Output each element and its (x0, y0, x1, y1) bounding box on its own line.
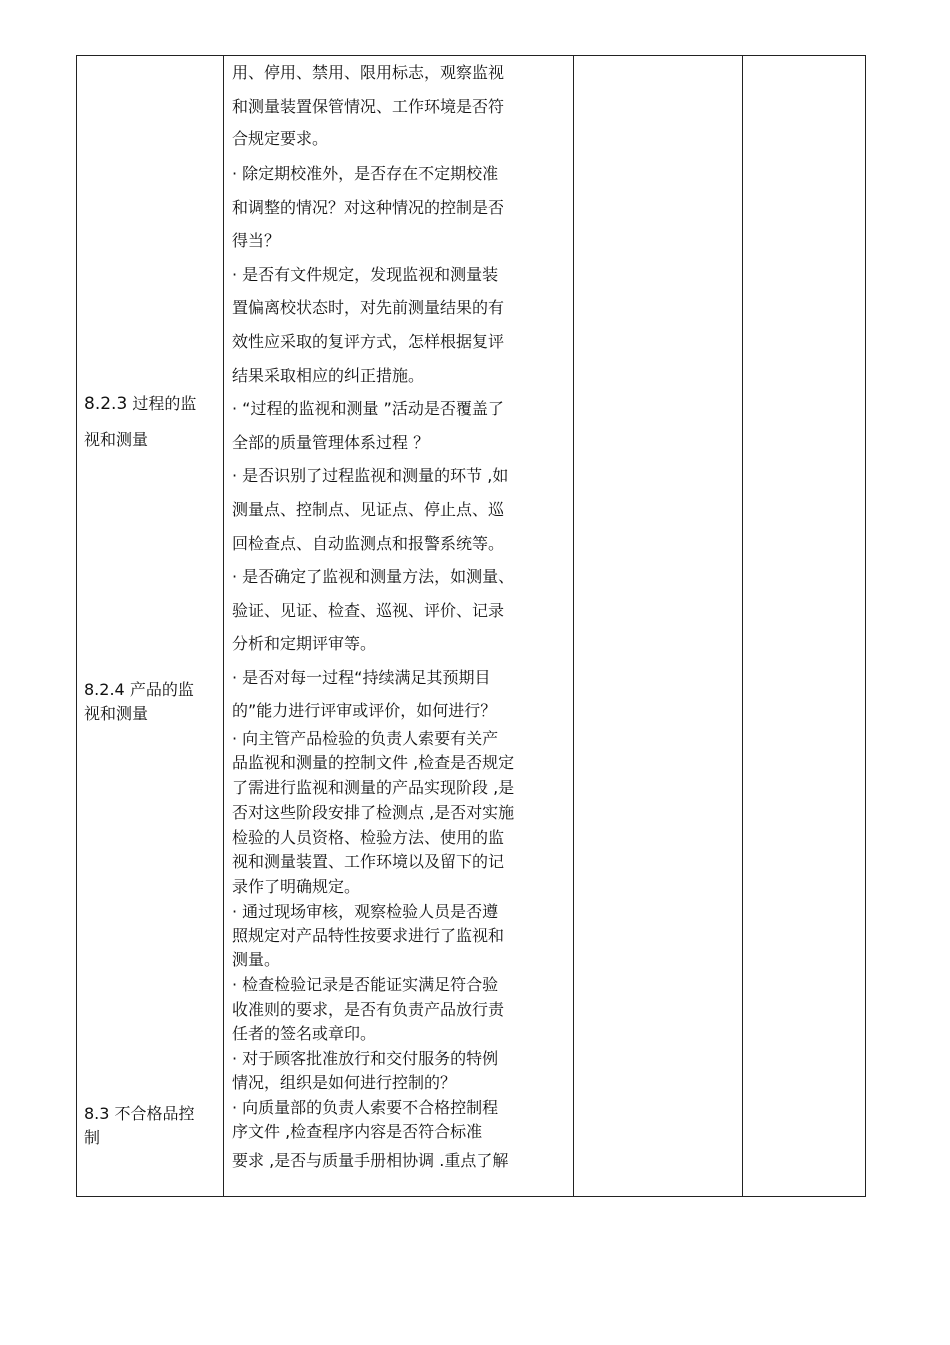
content-line: 合规定要求。 (232, 129, 329, 148)
content-line: · 是否识别了过程监视和测量的环节 ,如 (232, 466, 509, 485)
content-line: 测量。 (232, 950, 281, 969)
content-line: 要求 ,是否与质量手册相协调 .重点了解 (232, 1151, 509, 1170)
clause-8-2-4-title: 产品的监 (129, 680, 194, 699)
content-line: 得当？ (232, 231, 281, 250)
content-line: · 除定期校准外，是否存在不定期校准 (232, 164, 499, 183)
content-line: 和调整的情况？对这种情况的控制是否 (232, 198, 505, 217)
content-line: 视和测量装置、工作环境以及留下的记 (232, 852, 505, 871)
content-line: · 对于顾客批准放行和交付服务的特例 (232, 1049, 499, 1068)
content-line: 照规定对产品特性按要求进行了监视和 (232, 926, 505, 945)
content-line: 置偏离校状态时，对先前测量结果的有 (232, 298, 505, 317)
content-line: 测量点、控制点、见证点、停止点、巡 (232, 500, 505, 519)
content-line: 否对这些阶段安排了检测点 ,是否对实施 (232, 803, 515, 822)
content-line: 收准则的要求，是否有负责产品放行责 (232, 1000, 505, 1019)
clause-8-2-3-number: 8.2.3 (84, 394, 128, 414)
content-line: 全部的质量管理体系过程 ？ (232, 433, 430, 452)
content-line: 任者的签名或章印。 (232, 1024, 377, 1043)
audit-checklist-table (76, 55, 866, 1197)
clause-8-3-title: 不合格品控 (114, 1104, 195, 1123)
clause-8-2-4-line1 (84, 680, 194, 700)
content-line: · 是否确定了监视和测量方法，如测量、 (232, 567, 515, 586)
content-line: 和测量装置保管情况、工作环境是否符 (232, 97, 505, 116)
column-divider-1 (223, 56, 224, 1196)
content-line: · 是否对每一过程“持续满足其预期目 (232, 668, 491, 687)
content-line: · 向主管产品检验的负责人索要有关产 (232, 729, 499, 748)
clause-8-2-3-line1 (84, 394, 196, 414)
content-line: 情况，组织是如何进行控制的？ (232, 1073, 457, 1092)
clause-8-2-4-line2: 视和测量 (84, 704, 149, 723)
content-line: 回检查点、自动监测点和报警系统等。 (232, 534, 505, 553)
content-line: 了需进行监视和测量的产品实现阶段 ,是 (232, 778, 515, 797)
content-line: 验证、见证、检查、巡视、评价、记录 (232, 601, 505, 620)
content-line: · 向质量部的负责人索要不合格控制程 (232, 1098, 499, 1117)
content-line: 检验的人员资格、检验方法、使用的监 (232, 828, 505, 847)
content-line: 结果采取相应的纠正措施。 (232, 366, 425, 385)
clause-8-3-number: 8.3 (84, 1104, 110, 1123)
content-line: 品监视和测量的控制文件 ,检查是否规定 (232, 753, 515, 772)
clause-8-3-line2: 制 (84, 1128, 101, 1147)
column-divider-3 (742, 56, 743, 1196)
clause-8-2-3-title: 过程的监 (132, 394, 197, 413)
content-line: · 检查检验记录是否能证实满足符合验 (232, 975, 499, 994)
content-line: 分析和定期评审等。 (232, 634, 377, 653)
content-line: 录作了明确规定。 (232, 877, 361, 896)
column-divider-2 (573, 56, 574, 1196)
content-line: · “过程的监视和测量 ”活动是否覆盖了 (232, 399, 504, 418)
content-line: 序文件 ,检查程序内容是否符合标准 (232, 1122, 483, 1141)
content-line: · 通过现场审核，观察检验人员是否遵 (232, 902, 499, 921)
content-line: 的”能力进行评审或评价，如何进行？ (232, 701, 497, 720)
content-line: 用、停用、禁用、限用标志，观察监视 (232, 63, 505, 82)
clause-8-2-4-number: 8.2.4 (84, 680, 125, 699)
clause-8-3-line1 (84, 1104, 195, 1124)
content-line: 效性应采取的复评方式，怎样根据复评 (232, 332, 505, 351)
content-line: · 是否有文件规定，发现监视和测量装 (232, 265, 499, 284)
clause-8-2-3-line2: 视和测量 (84, 430, 149, 449)
